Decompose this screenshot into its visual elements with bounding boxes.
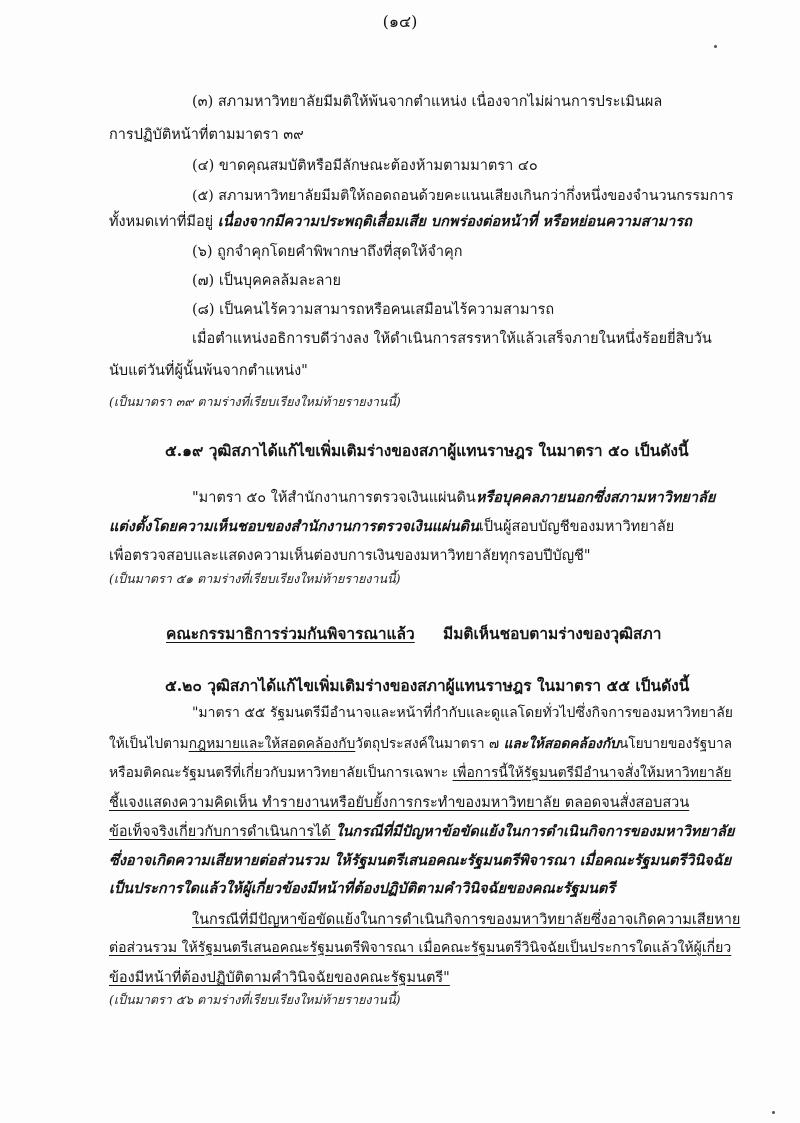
note-51: (เป็นมาตรา ๕๑ ตามร่างที่เรียบเรียงใหม่ท้ายรายงานนี้) <box>109 571 401 586</box>
vacancy-line-2: นับแต่วันที่ผู้นั้นพ้นจากตำแหน่ง" <box>109 363 308 379</box>
vacancy-line-1: เมื่อตำแหน่งอธิการบดีว่างลง ให้ดำเนินการสรรหาให้แล้วเสร็จภายในหนึ่งร้อยยี่สิบวัน <box>192 331 712 347</box>
section-50-plain: "มาตรา ๕๐ ให้สำนักงานการตรวจเงินแผ่นดิน <box>192 490 476 506</box>
item-5-line-1: (๕) สภามหาวิทยาลัยมีมติให้ถอดถอนด้วยคะแนนเสียงเกินกว่ากึ่งหนึ่งของจำนวนกรรมการ <box>192 188 734 204</box>
committee-label: คณะกรรมาธิการร่วมกันพิจารณาแล้ว <box>166 624 415 643</box>
section-55-line-7: เป็นประการใดแล้วให้ผู้เกี่ยวข้องมีหน้าที่ต้องปฏิบัติตามคำวินิจฉัยของคณะรัฐมนตรี <box>109 880 616 897</box>
item-8: (๘) เป็นคนไร้ความสามารถหรือคนเสมือนไร้ความสามารถ <box>192 302 555 318</box>
item-7: (๗) เป็นบุคคลล้มละลาย <box>192 273 342 289</box>
section-50-line-3: เพื่อตรวจสอบและแสดงความเห็นต่องบการเงินของมหาวิทยาลัยทุกรอบปีบัญชี" <box>109 548 591 564</box>
section-50-added-1: หรือบุคคลภายนอกซึ่งสภามหาวิทยาลัย <box>475 489 716 506</box>
page-number: (๑๔) <box>382 12 418 31</box>
scan-speck <box>714 45 717 48</box>
section-55-line-8: ในกรณีที่มีปัญหาข้อขัดแย้งในการดำเนินกิจการของมหาวิทยาลัยซึ่งอาจเกิดความเสียหาย <box>192 912 741 928</box>
line2-part-d: และให้สอดคล้องกับ <box>503 736 619 752</box>
item-6: (๖) ถูกจำคุกโดยคำพิพากษาถึงที่สุดให้จำคุก <box>192 244 463 260</box>
section-50-plain-2: เป็นผู้สอบบัญชีของมหาวิทยาลัย <box>478 519 675 535</box>
heading-5-20: ๕.๒๐ วุฒิสภาได้แก้ไขเพิ่มเติมร่างของสภาผู้แทนราษฎร ในมาตรา ๕๕ เป็นดังนี้ <box>165 676 690 695</box>
scan-speck <box>772 1111 775 1114</box>
section-55-line-2 <box>109 734 732 754</box>
section-50-added-2: แต่งตั้งโดยความเห็นชอบของสำนักงานการตรวจเงินแผ่นดิน <box>109 518 479 535</box>
section-55-line-10: ข้องมีหน้าที่ต้องปฏิบัติตามคำวินิจฉัยของคณะรัฐมนตรี" <box>109 970 450 986</box>
heading-5-19: ๕.๑๙ วุฒิสภาได้แก้ไขเพิ่มเติมร่างของสภาผู้แทนราษฎร ในมาตรา ๕๐ เป็นดังนี้ <box>165 441 689 460</box>
line2-part-c: วัตถุประสงค์ในมาตรา ๗ <box>355 736 504 752</box>
note-39: (เป็นมาตรา ๓๙ ตามร่างที่เรียบเรียงใหม่ท้ายรายงานนี้) <box>109 394 401 409</box>
section-50-line-2 <box>109 517 674 537</box>
item-3-line-1: (๓) สภามหาวิทยาลัยมีมติให้พ้นจากตำแหน่ง เนื่องจากไม่ผ่านการประเมินผล <box>192 94 663 110</box>
item-4: (๔) ขาดคุณสมบัติหรือมีลักษณะต้องห้ามตามมาตรา ๔๐ <box>192 158 538 174</box>
line3-part-b: เพื่อการนี้ให้รัฐมนตรีมีอำนาจสั่งให้มหาวิทยาลัย <box>452 765 732 781</box>
line2-part-b: กฎหมายและให้สอดคล้องกับ <box>188 736 356 752</box>
note-56: (เป็นมาตรา ๕๖ ตามร่างที่เรียบเรียงใหม่ท้ายรายงานนี้) <box>109 992 401 1007</box>
line5-part-b: ในกรณีที่มีปัญหาข้อขัดแย้งในการดำเนินกิจการของมหาวิทยาลัย <box>335 823 735 840</box>
item-3-line-2: การปฏิบัติหน้าที่ตามมาตรา ๓๙ <box>109 127 304 143</box>
line2-part-a: ให้เป็นไปตาม <box>109 736 189 752</box>
line3-part-a: หรือมติคณะรัฐมนตรีที่เกี่ยวกับมหาวิทยาลัยเป็นการเฉพาะ <box>109 765 453 781</box>
section-55-line-1: "มาตรา ๕๕ รัฐมนตรีมีอำนาจและหน้าที่กำกับและดูแลโดยทั่วไปซึ่งกิจการของมหาวิทยาลัย <box>192 705 733 721</box>
item-5-added-text: เนื่องจากมีความประพฤติเสื่อมเสีย บกพร่องต่อหน้าที่ หรือหย่อนความสามารถ <box>217 213 692 230</box>
item-5-line-2 <box>109 212 692 232</box>
section-55-line-5 <box>109 822 734 842</box>
section-55-line-9: ต่อส่วนรวม ให้รัฐมนตรีเสนอคณะรัฐมนตรีพิจารณา เมื่อคณะรัฐมนตรีวินิจฉัยเป็นประการใดแล้วให้ผู้เกี่ยว <box>109 940 732 956</box>
item-5-plain: ทั้งหมดเท่าที่มีอยู่ <box>109 214 218 230</box>
committee-resolution: มีมติเห็นชอบตามร่างของวุฒิสภา <box>443 624 662 643</box>
section-50-line-1 <box>192 488 715 508</box>
line5-part-a: ข้อเท็จจริงเกี่ยวกับการดำเนินการได้ <box>109 824 336 840</box>
section-55-line-3 <box>109 763 731 783</box>
line2-part-e: นโยบายของรัฐบาล <box>618 736 733 752</box>
section-55-line-6: ซึ่งอาจเกิดความเสียหายต่อส่วนรวม ให้รัฐมนตรีเสนอคณะรัฐมนตรีพิจารณา เมื่อคณะรัฐมนตรีวินิจฉัย <box>109 852 732 869</box>
section-55-line-4: ชี้แจงแสดงความคิดเห็น ทำรายงานหรือยับยั้งการกระทำของมหาวิทยาลัย ตลอดจนสั่งสอบสวน <box>109 795 690 811</box>
